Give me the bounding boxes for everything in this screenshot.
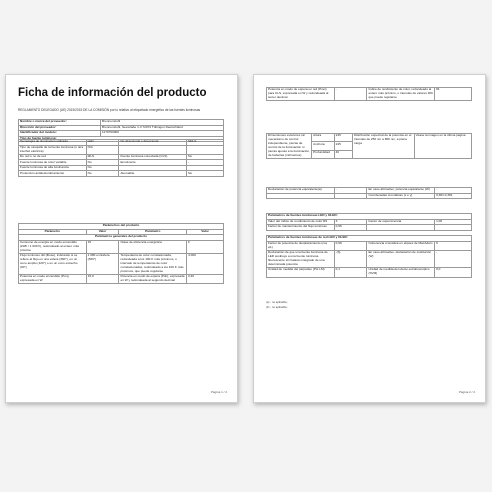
value-cell: NDLS <box>187 140 224 146</box>
param-cell: Índice de rendimiento de color, redondeado al entero más próximo, o intervalo de valores IRC que puede regularse <box>368 87 434 100</box>
type-row <box>19 171 224 177</box>
param-cell: Unidad de medida del efecto estroboscópico (SVM) <box>367 268 435 277</box>
type-table <box>18 139 224 177</box>
param-cell: Potencia en modo de espera (Psb), expresada en W y redondeada al segundo decimal <box>119 274 187 283</box>
value-cell <box>334 193 367 199</box>
value-cell: - <box>187 160 224 166</box>
value-cell: 1 680 en Esfera (360°) <box>86 253 119 274</box>
value-cell: 0,381 0,381 <box>435 193 472 199</box>
value-cell: - <box>334 88 367 101</box>
param-cell: Declaración de que una fuente luminosa de LED sustituye a una fuente luminosa fluorescente sin balasto integrado de una determinada potencia <box>267 250 335 267</box>
value-cell: No <box>187 154 224 160</box>
value-cell: N/A <box>86 145 119 154</box>
page-footer: Página 1 / 2 <box>210 390 227 394</box>
value-cell: 3 <box>334 219 367 225</box>
document-page-1 <box>5 74 238 403</box>
supplier-address-label: Dirección del proveedor: <box>19 125 101 131</box>
value-cell: 15,0 <box>86 274 119 283</box>
param-cell: Tipo de casquillo de la fuente luminosa (u otra interfaz eléctrica) <box>19 145 87 154</box>
value-cell: No <box>86 171 119 177</box>
dimensions-table <box>266 133 472 159</box>
general-row <box>19 253 224 274</box>
dim-value: 245 <box>334 134 352 142</box>
value-cell: LED <box>86 140 119 146</box>
model-label: Identificador del modelo: <box>19 131 101 137</box>
param-cell: Factor de supervivencia <box>367 219 435 225</box>
supplier-address: Brennenstuhl, Seestraße 1-3 72074 Tübingen Deutschland <box>101 125 224 131</box>
param-cell: Coherencia cromática en elipses de MacAdam <box>367 241 435 250</box>
value-cell <box>435 225 472 231</box>
value-cell: - <box>435 188 472 194</box>
col-value: Valor <box>187 229 224 235</box>
param-cell: Fuente luminosa de color variable <box>19 160 87 166</box>
value-cell: 1,00 <box>435 219 472 225</box>
value-cell: 81 <box>435 88 472 101</box>
value-cell: No <box>86 160 119 166</box>
general-row <box>19 240 224 253</box>
param-cell: En caso afirmativo, declaración de sustitución (W) <box>367 250 435 267</box>
mains-row <box>267 241 472 250</box>
param-cell <box>119 145 187 154</box>
mains-row <box>267 250 472 267</box>
supplier-name-label: Nombre o marca del proveedor: <box>19 120 101 126</box>
param-cell: En caso afirmativo, potencia equivalente (W) <box>367 188 435 194</box>
value-cell: - <box>334 188 367 194</box>
param-cell: Valor del índice de rendimiento de color R9 <box>267 219 335 225</box>
value-cell: 15 <box>86 240 119 253</box>
params-table <box>18 223 224 284</box>
equivalent-table <box>266 187 472 199</box>
led-header: Parámetros de fuentes luminosas LED y OLED: <box>267 214 472 220</box>
page-title: Ficha de información del producto <box>18 87 207 99</box>
col-value: Valor <box>86 229 119 235</box>
mains-table <box>266 235 472 278</box>
value-cell: 0,40 <box>187 274 224 283</box>
params-header: Parámetros del producto <box>19 224 224 230</box>
value-cell: - <box>435 250 472 267</box>
param-cell <box>267 193 335 199</box>
value-cell: No <box>86 165 119 171</box>
dim-value: 40 <box>334 150 352 158</box>
type-label: Tipo de fuente luminosa: <box>19 136 224 142</box>
param-cell: Temperatura de color correlacionada, redondeada a los 100 K más próximos, o intervalo de temperaturas de color correlacionadas, redondeado a los 100 K más próximos, que puede regularse <box>119 253 187 274</box>
param-cell <box>367 225 435 231</box>
value-cell: 0,96 <box>334 225 367 231</box>
value-cell: 0,99 <box>334 241 367 250</box>
dim-name: Altura <box>312 134 335 142</box>
document-page-2 <box>253 74 486 403</box>
param-cell: Potencia en modo de espera en red (Pnet) para CLS, expresada en W y redondeada al tercer decimal <box>267 88 335 101</box>
param-cell: No direccional o direccional <box>119 140 187 146</box>
top-row <box>267 88 472 101</box>
footnote: (a) - no aplicable; <box>266 300 288 304</box>
param-cell: Fuente luminosa de alta luminancia <box>19 165 87 171</box>
spectral-label: Distribución espectral de la potencia en el intervalo de 250 nm a 800 nm, a plena carga <box>353 134 415 159</box>
page-footer: Página 2 / 2 <box>458 390 475 394</box>
param-cell: Factor de potencia de desplazamiento (cos φ1) <box>267 241 335 250</box>
top-table <box>266 87 472 101</box>
dim-value: 245 <box>334 142 352 150</box>
value-cell <box>187 145 224 154</box>
param-cell: Potencia en modo encendido (Pon), expresada en W <box>19 274 87 283</box>
param-cell: Factor de mantenimiento del flujo luminoso <box>267 225 335 231</box>
regulation-text: REGLAMENTO DELEGADO (UE) 2019/2015 DE LA COMISIÓN por lo relativo al etiquetado energético de las fuentes luminosas <box>18 108 201 112</box>
model-id: 1170700000 <box>101 131 224 137</box>
value-cell: -(b) <box>334 250 367 267</box>
footnote: (b) - no aplicable; <box>266 305 288 309</box>
param-cell: Consumo de energía en modo encendido (kWh / 1 000 h), redondeado al entero más próximo <box>19 240 87 253</box>
led-table <box>266 213 472 231</box>
mains-row <box>267 268 472 277</box>
led-row <box>267 225 472 231</box>
col-param: Parámetro <box>19 229 87 235</box>
param-cell: Unidad de medida del parpadeo (Pst LM) <box>267 268 335 277</box>
param-cell: Envolvente <box>119 160 187 166</box>
param-cell: Protección antideslumbramiento <box>19 171 87 177</box>
param-cell: Atenuable <box>119 171 187 177</box>
param-cell: Flujo luminoso útil (Φuse), indicando si se refiere al flujo en una esfera (360°), en un cono amplio (120°) o en un cono estrecho (90°) <box>19 253 87 274</box>
value-cell: 0,1 <box>334 268 367 277</box>
value-cell: 6 <box>435 241 472 250</box>
general-row <box>19 274 224 283</box>
dimensions-label: Dimensiones exteriores sin mecanismo de control independiente, piezas de control de la iluminación ni piezas ajenas a la iluminación, de haberlas (milímetros) <box>268 133 310 157</box>
col-param: Parámetro <box>119 229 187 235</box>
param-cell: Declaración de potencia equivalente(a) <box>267 188 335 194</box>
dim-name: Anchura <box>312 142 335 150</box>
value-cell: F <box>187 240 224 253</box>
mains-header: Parámetros de fuentes luminosas de red LED y OLED: <box>267 236 472 242</box>
param-cell: Clase de eficiencia energética <box>119 240 187 253</box>
value-cell: MLS <box>86 154 119 160</box>
dim-name: Profundidad <box>312 150 335 158</box>
value-cell: 4 000 <box>187 253 224 274</box>
param-cell: Fuente luminosa conectada (CLS) <box>119 154 187 160</box>
param-cell: Coordenadas cromáticas (x e y) <box>367 193 435 199</box>
param-cell: De red o no de red <box>19 154 87 160</box>
value-cell: No <box>187 171 224 177</box>
value-cell: 0,0 <box>435 268 472 277</box>
type-row <box>19 145 224 154</box>
general-header: Parámetros generales del producto <box>19 235 224 241</box>
supplier-name: Brennenstuhl <box>101 120 224 126</box>
equiv-row <box>267 193 472 199</box>
param-cell: Tecnología de iluminación utilizada <box>19 140 87 146</box>
spectral-value: Véase la imagen en la última página <box>414 134 471 159</box>
